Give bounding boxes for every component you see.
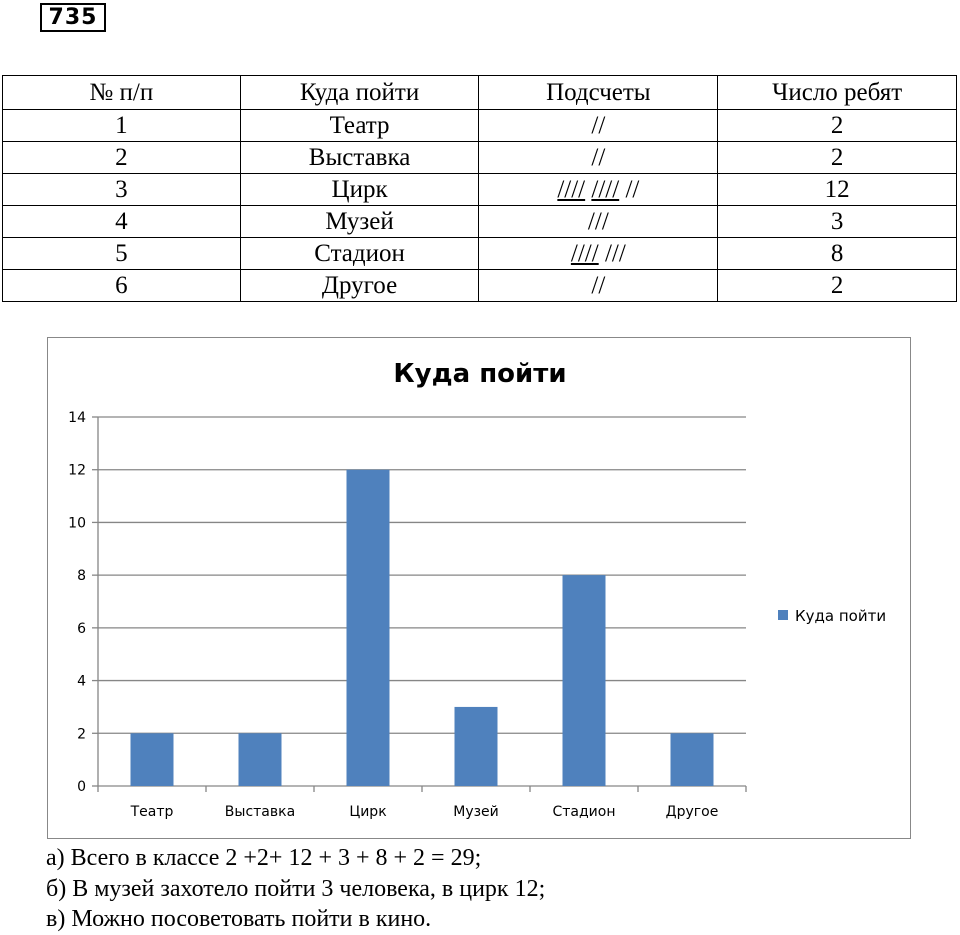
tally-mark: //// [591, 175, 620, 203]
y-tick-label: 2 [77, 726, 86, 743]
table-row [3, 270, 957, 302]
row-number: 2 [3, 142, 241, 174]
task-number: 735 [40, 3, 106, 32]
tally-mark: /// [598, 239, 626, 267]
legend-swatch [778, 610, 788, 620]
tally-mark: /// [587, 207, 609, 235]
bar-6 [671, 733, 714, 786]
table-row [3, 238, 957, 270]
x-tick-label: Музей [453, 804, 499, 820]
row-count: 12 [718, 174, 957, 206]
row-place: Цирк [240, 174, 479, 206]
row-number: 6 [3, 270, 241, 302]
answer-a: а) Всего в классе 2 +2+ 12 + 3 + 8 + 2 = 29; [46, 845, 482, 871]
tally-mark: // [591, 271, 606, 299]
row-place: Музей [240, 206, 479, 238]
x-tick-label: Другое [665, 804, 719, 820]
row-place: Другое [240, 270, 479, 302]
bar-3 [347, 470, 390, 786]
chart-title: Куда пойти [393, 359, 567, 389]
table-row [3, 110, 957, 142]
header-place: Куда пойти [240, 76, 479, 110]
table-row [3, 174, 957, 206]
answer-b: б) В музей захотело пойти 3 человека, в цирк 12; [46, 875, 546, 902]
x-tick-label: Стадион [552, 804, 616, 820]
table-body [3, 110, 957, 302]
bar-4 [455, 707, 498, 786]
y-tick-label: 4 [77, 673, 86, 690]
row-number: 3 [3, 174, 241, 206]
bar-5 [563, 575, 606, 786]
row-tally [479, 110, 718, 142]
header-number: № п/п [3, 76, 241, 110]
y-tick-label: 10 [68, 515, 86, 532]
legend-label: Куда пойти [795, 607, 887, 625]
table-row [3, 206, 957, 238]
row-count: 3 [718, 206, 957, 238]
row-count: 2 [718, 110, 957, 142]
table-row [3, 142, 957, 174]
tally-mark: //// [557, 175, 586, 203]
y-tick-label: 6 [77, 620, 86, 637]
row-tally [479, 206, 718, 238]
tally-mark: // [591, 111, 606, 139]
row-tally [479, 238, 718, 270]
row-place: Стадион [240, 238, 479, 270]
table-header-row [3, 76, 957, 110]
header-count: Число ребят [718, 76, 957, 110]
bar-chart-svg [48, 338, 912, 840]
bar-1 [131, 733, 174, 786]
row-number: 5 [3, 238, 241, 270]
tally-mark: // [619, 175, 640, 203]
row-tally [479, 174, 718, 206]
tally-table [2, 75, 957, 302]
tally-mark: // [591, 143, 606, 171]
row-number: 4 [3, 206, 241, 238]
row-count: 2 [718, 270, 957, 302]
answers [46, 843, 545, 935]
row-tally [479, 142, 718, 174]
y-tick-label: 0 [77, 779, 86, 795]
y-tick-label: 12 [68, 462, 86, 479]
header-tally: Подсчеты [479, 76, 718, 110]
chart [47, 337, 911, 839]
tally-mark: //// [570, 239, 599, 267]
row-place: Театр [240, 110, 479, 142]
row-number: 1 [3, 110, 241, 142]
row-tally [479, 270, 718, 302]
answer-c: в) Можно посоветовать пойти в кино. [46, 906, 432, 932]
row-count: 2 [718, 142, 957, 174]
x-tick-label: Цирк [349, 804, 387, 820]
x-tick-label: Театр [130, 804, 174, 820]
row-place: Выставка [240, 142, 479, 174]
row-count: 8 [718, 238, 957, 270]
x-tick-label: Выставка [224, 804, 296, 820]
y-tick-label: 14 [68, 410, 86, 426]
y-tick-label: 8 [77, 568, 86, 585]
bar-2 [239, 733, 282, 786]
